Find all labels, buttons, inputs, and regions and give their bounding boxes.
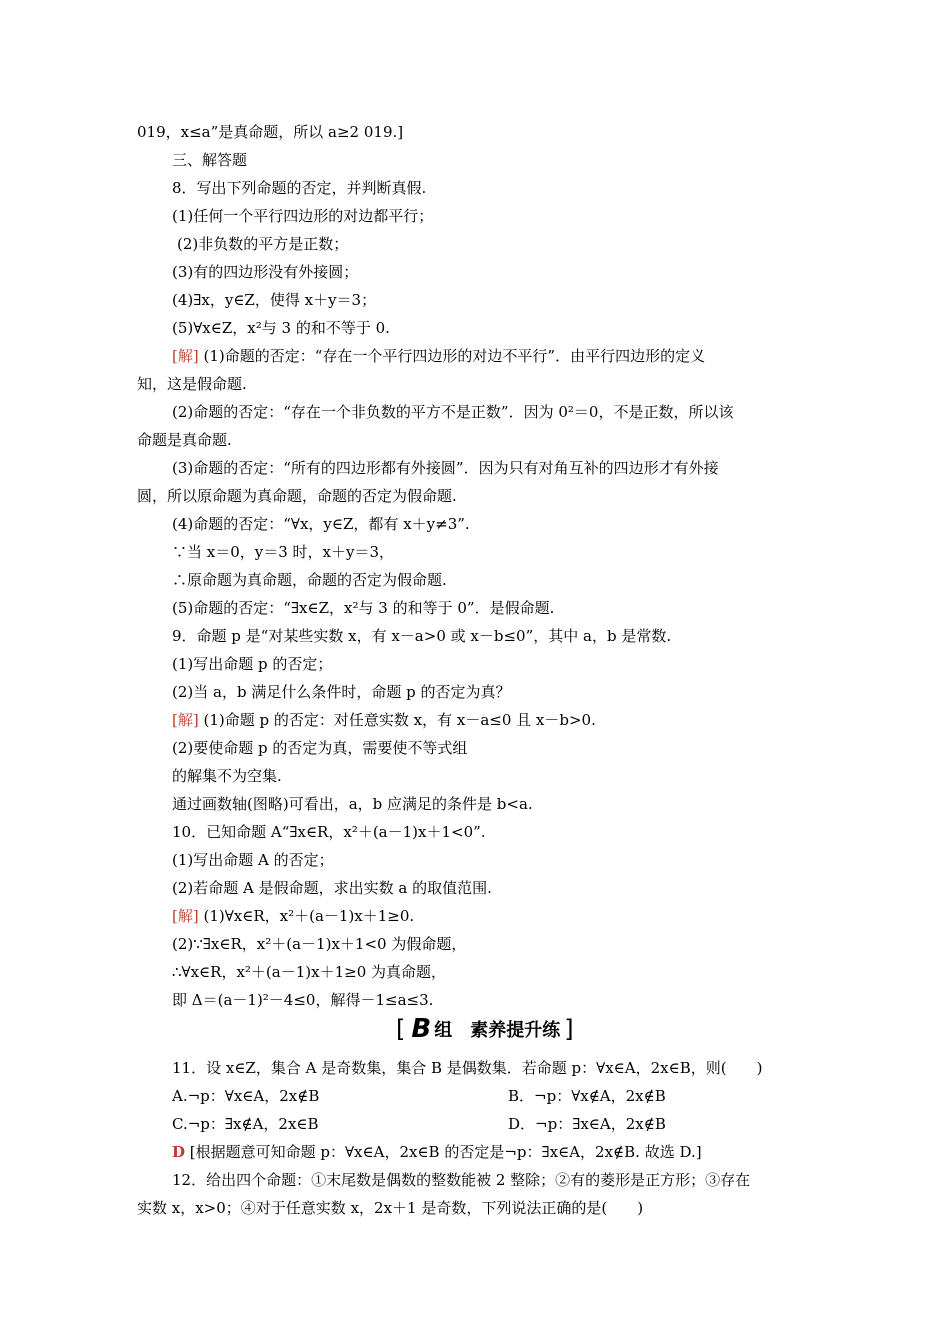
line-text: (2)非负数的平方是正数； — [177, 235, 349, 253]
text-line-l7 — [172, 290, 376, 310]
line-text: (2)∵∃x∈R，x²＋(a－1)x＋1<0 为假命题， — [172, 935, 467, 953]
line-text: 三、解答题 — [172, 151, 248, 169]
text-line-l39 — [172, 1170, 750, 1190]
text-line-l1 — [137, 122, 403, 142]
line-text: C.¬p：∃x∉A，2x∈B — [172, 1115, 319, 1133]
text-line-l12 — [137, 430, 232, 450]
line-text: D．¬p：∃x∈A，2x∉B — [508, 1115, 666, 1133]
text-line-l31 — [172, 962, 446, 982]
line-text: ∴原命题为真命题，命题的否定为假命题. — [172, 571, 447, 589]
text-line-l18 — [172, 598, 554, 618]
line-text: (1)命题 p 的否定：对任意实数 x，有 x－a≤0 且 x－b>0. — [198, 711, 596, 729]
solution-label: [解] — [172, 347, 199, 365]
text-line-l6 — [172, 262, 358, 282]
line-text: 圆，所以原命题为真命题，命题的否定为假命题. — [137, 487, 457, 505]
line-text: (2)若命题 A 是假命题，求出实数 a 的取值范围. — [172, 879, 492, 897]
solution-label: [解] — [172, 711, 199, 729]
line-text: 11．设 x∈Z，集合 A 是奇数集，集合 B 是偶数集．若命题 p：∀x∈A，2x∈B，则( ) — [172, 1059, 763, 1077]
banner-open-bracket: [ — [396, 1015, 406, 1043]
text-line-l10 — [137, 374, 247, 394]
line-text: (2)命题的否定：“存在一个非负数的平方不是正数”．因为 0²＝0，不是正数，所以该 — [172, 403, 734, 421]
line-text: 命题是真命题. — [137, 431, 232, 449]
line-text: 019，x≤a”是真命题，所以 a≥2 019.] — [137, 123, 404, 141]
banner-group-letter: B — [411, 1014, 432, 1044]
line-text: (1)写出命题 p 的否定； — [172, 655, 333, 673]
line-text: [根据题意可知命题 p：∀x∈A，2x∈B 的否定是¬p：∃x∈A，2x∉B. 故选 D.] — [185, 1143, 702, 1161]
banner-title: 素养提升练 — [470, 1020, 561, 1041]
text-line-l40 — [137, 1198, 643, 1218]
text-line-l36 — [172, 1114, 319, 1134]
text-line-l2 — [172, 150, 247, 170]
text-line-l19 — [172, 626, 671, 646]
text-line-l24 — [172, 766, 282, 786]
answer-letter: D — [172, 1143, 186, 1161]
text-line-l8 — [172, 318, 390, 338]
line-text: 即 Δ＝(a－1)²－4≤0，解得－1≤a≤3. — [172, 991, 434, 1009]
text-line-l33 — [172, 1058, 762, 1078]
line-text: 通过画数轴(图略)可看出，a，b 应满足的条件是 b<a. — [172, 795, 533, 813]
section-banner-group-b — [396, 1014, 574, 1044]
line-text: (4)∃x，y∈Z，使得 x＋y＝3； — [172, 291, 377, 309]
banner-close-bracket: ] — [564, 1015, 574, 1043]
solution-label: [解] — [172, 907, 199, 925]
text-line-l11 — [172, 402, 733, 422]
line-text: 实数 x，x>0；④对于任意实数 x，2x＋1 是奇数，下列说法正确的是( ) — [137, 1199, 644, 1217]
line-text: 的解集不为空集. — [172, 767, 282, 785]
line-text: ∴∀x∈R，x²＋(a－1)x＋1≥0 为真命题， — [172, 963, 446, 981]
text-line-l34 — [172, 1086, 319, 1106]
text-line-l4 — [172, 206, 433, 226]
line-text: 10．已知命题 A“∃x∈R，x²＋(a－1)x＋1<0”. — [172, 823, 486, 841]
banner-group-suffix: 组 — [434, 1020, 453, 1041]
text-line-l15 — [172, 514, 470, 534]
text-line-l28 — [172, 878, 492, 898]
line-text: (5)∀x∈Z，x²与 3 的和不等于 0. — [172, 319, 390, 337]
line-text: (1)写出命题 A 的否定； — [172, 851, 334, 869]
text-line-l16 — [172, 542, 394, 562]
line-text: (2)要使命题 p 的否定为真，需要使不等式组 — [172, 739, 468, 757]
text-line-l3 — [172, 178, 426, 198]
line-text: (5)命题的否定：“∃x∈Z，x²与 3 的和等于 0”．是假命题. — [172, 599, 555, 617]
line-text: 8．写出下列命题的否定，并判断真假. — [172, 179, 427, 197]
line-text: (1)∀x∈R，x²＋(a－1)x＋1≥0. — [198, 907, 415, 925]
text-line-l17 — [172, 570, 447, 590]
text-line-l22 — [172, 710, 596, 730]
text-line-l25 — [172, 794, 533, 814]
line-text: (4)命题的否定：“∀x，y∈Z，都有 x＋y≠3”. — [172, 515, 470, 533]
line-text: ∵当 x＝0，y＝3 时，x＋y＝3， — [172, 543, 395, 561]
text-line-l27 — [172, 850, 334, 870]
line-text: (1)命题的否定：“存在一个平行四边形的对边不平行”．由平行四边形的定义 — [198, 347, 706, 365]
text-line-l38 — [172, 1142, 702, 1162]
line-text: (1)任何一个平行四边形的对边都平行； — [172, 207, 434, 225]
line-text: A.¬p：∀x∈A，2x∉B — [172, 1087, 320, 1105]
text-line-l14 — [137, 486, 457, 506]
text-line-l32 — [172, 990, 433, 1010]
text-line-l13 — [172, 458, 719, 478]
text-line-l26 — [172, 822, 486, 842]
text-line-l37 — [508, 1114, 666, 1134]
text-line-l30 — [172, 934, 466, 954]
text-line-l23 — [172, 738, 467, 758]
line-text: B．¬p：∀x∉A，2x∉B — [508, 1087, 666, 1105]
text-line-l35 — [508, 1086, 666, 1106]
text-line-l20 — [172, 654, 332, 674]
text-line-l9 — [172, 346, 705, 366]
text-line-l5 — [177, 234, 348, 254]
text-line-l29 — [172, 906, 414, 926]
line-text: 知，这是假命题. — [137, 375, 247, 393]
line-text: 12．给出四个命题：①末尾数是偶数的整数能被 2 整除；②有的菱形是正方形；③存在 — [172, 1171, 751, 1189]
line-text: 9．命题 p 是“对某些实数 x，有 x－a>0 或 x－b≤0”，其中 a，b 是常数. — [172, 627, 672, 645]
line-text: (2)当 a，b 满足什么条件时，命题 p 的否定为真？ — [172, 683, 511, 701]
line-text: (3)有的四边形没有外接圆； — [172, 263, 359, 281]
line-text: (3)命题的否定：“所有的四边形都有外接圆”．因为只有对角互补的四边形才有外接 — [172, 459, 719, 477]
text-line-l21 — [172, 682, 510, 702]
